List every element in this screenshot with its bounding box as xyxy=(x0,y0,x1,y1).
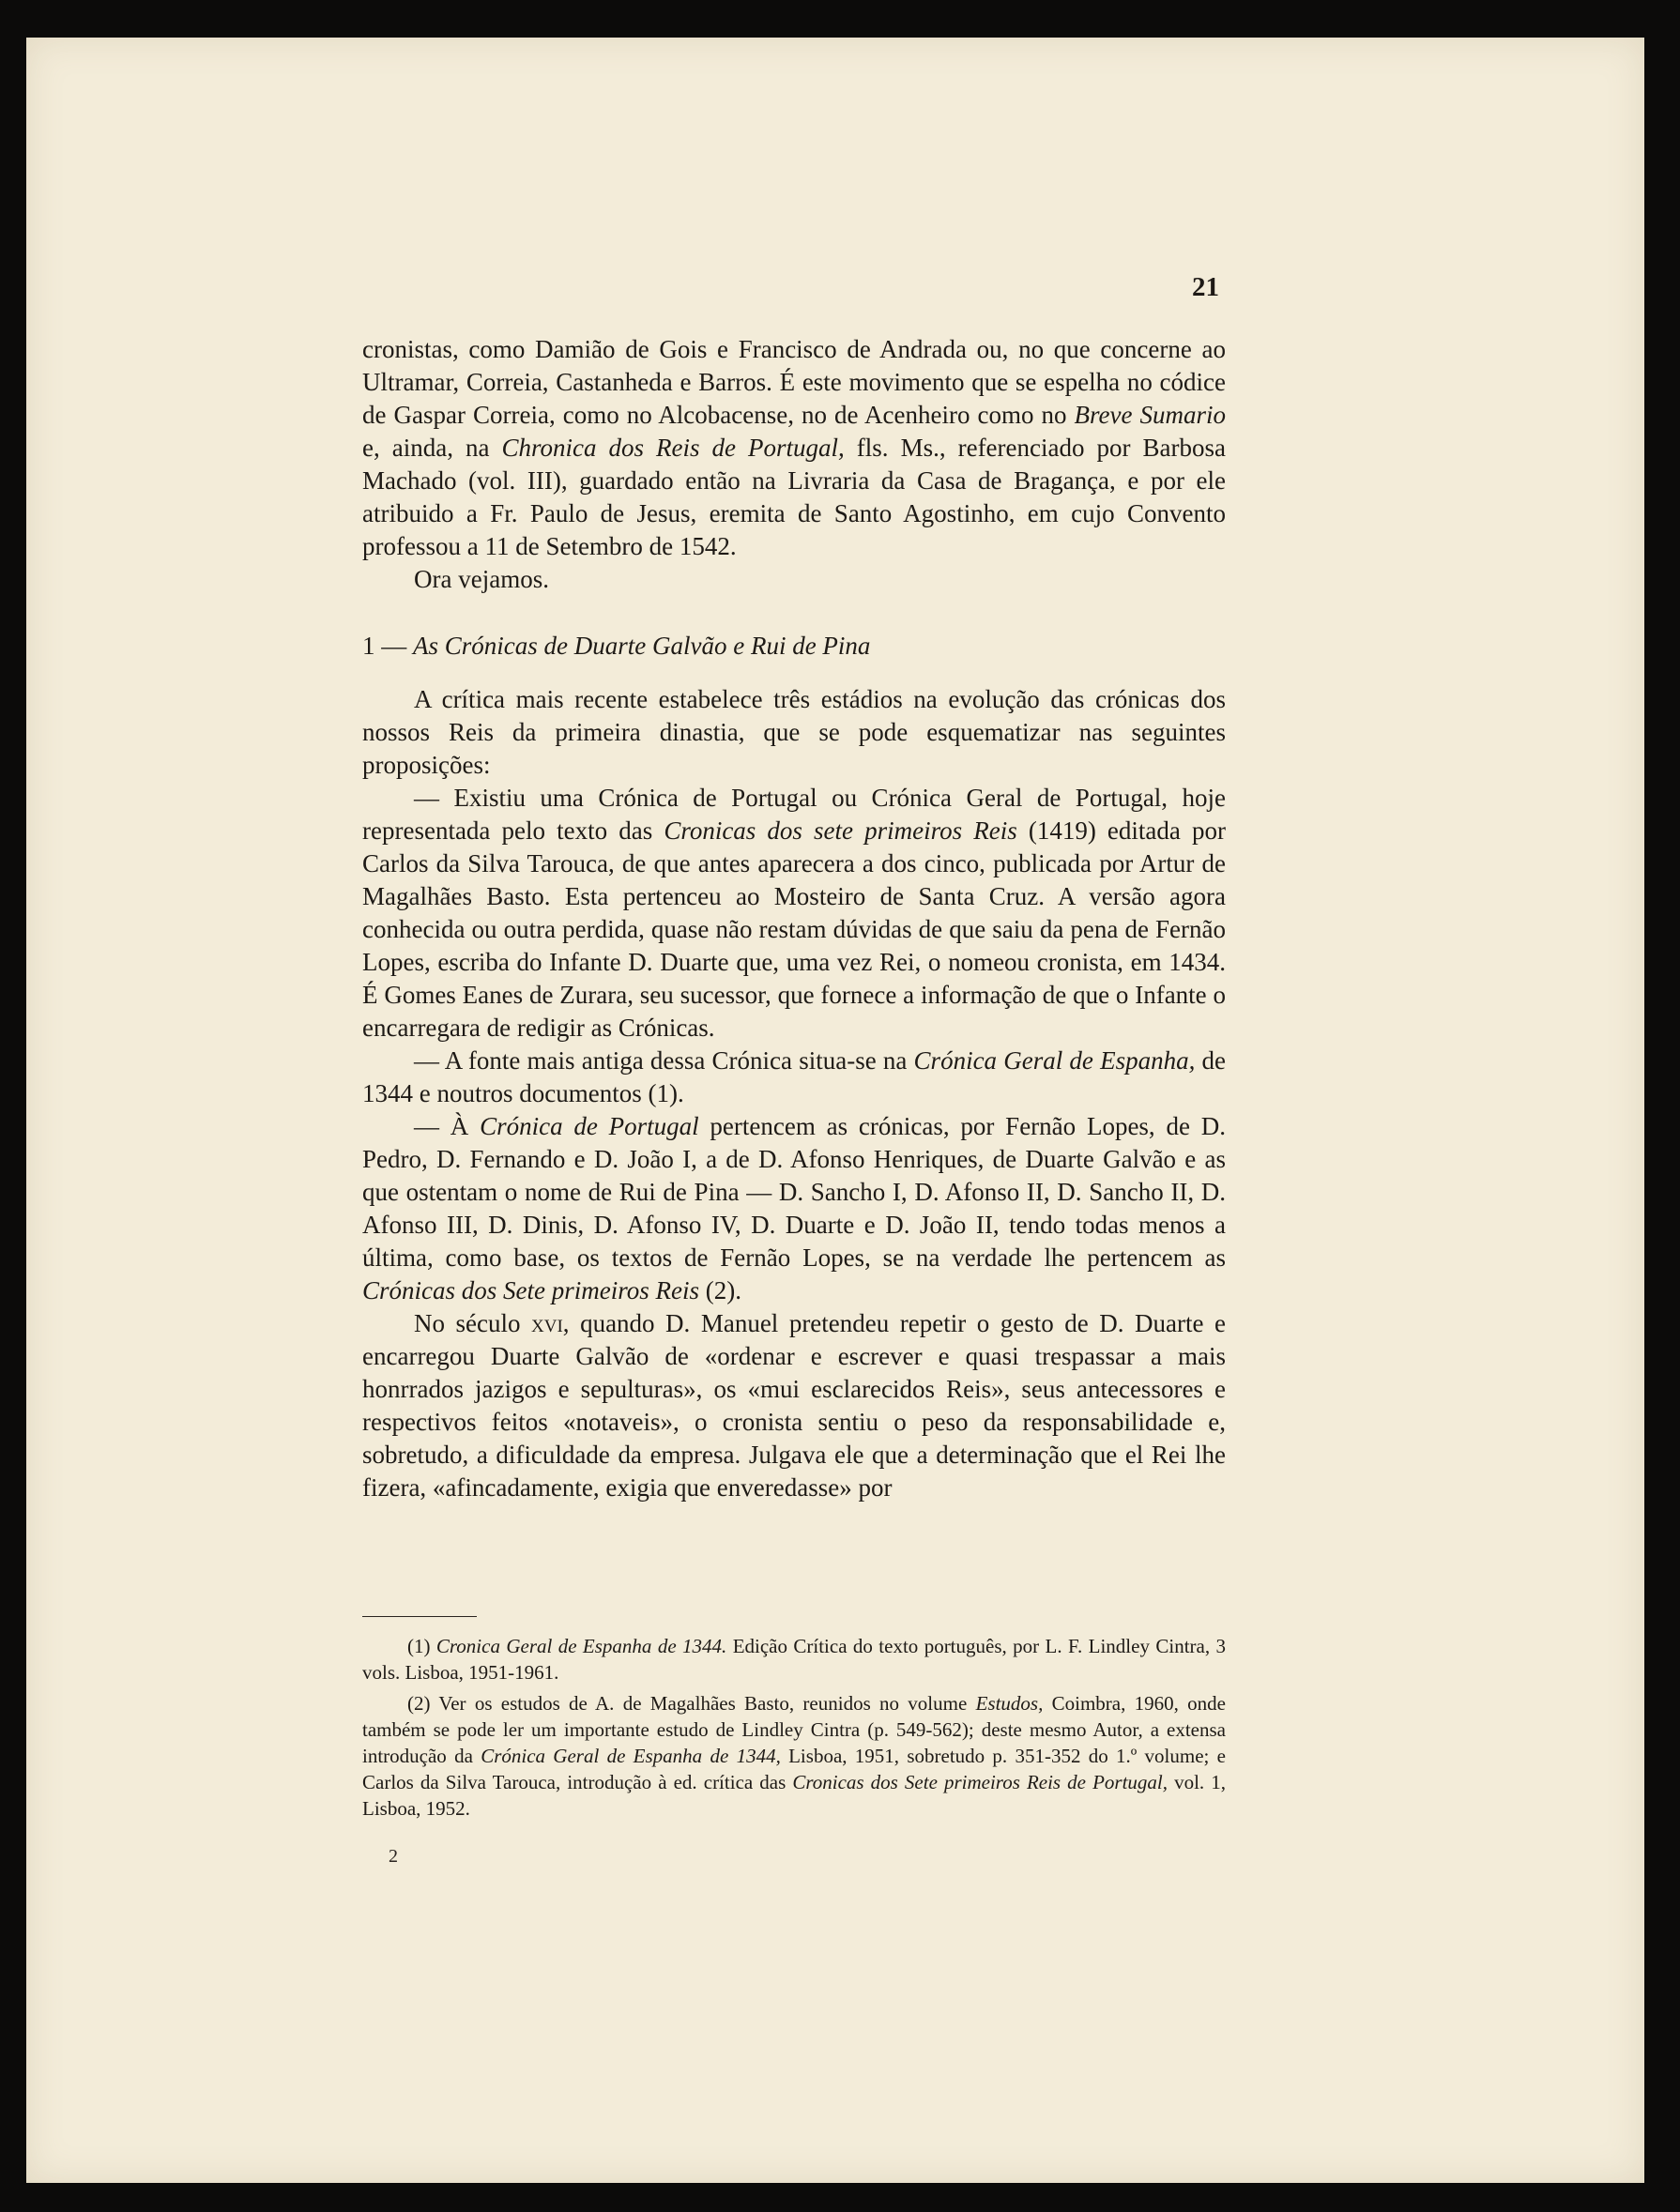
text-run: — Existiu uma Crónica de Portugal ou Crónica Geral de Portugal, hoje representada pelo texto das xyxy=(362,784,1226,845)
section-heading xyxy=(362,630,1226,663)
text-run: Coimbra, 1960, onde também se pode ler um importante estudo de Lindley Cintra (p. 549-562); deste mesmo Autor, a extensa introdução da xyxy=(362,1692,1227,1767)
italic-title: Estudos, xyxy=(975,1692,1044,1715)
footnotes xyxy=(362,1633,1226,1826)
page-number: 21 xyxy=(1192,272,1219,302)
italic-title: Crónica de Portugal xyxy=(480,1112,699,1140)
text-run: (2) Ver os estudos de A. de Magalhães Basto, reunidos no volume xyxy=(407,1692,976,1715)
paragraph-1 xyxy=(362,333,1226,563)
paragraph-7 xyxy=(362,1307,1226,1504)
paragraph-2: Ora vejamos. xyxy=(414,565,549,593)
section-title: As Crónicas de Duarte Galvão e Rui de Pina xyxy=(413,632,871,660)
text-run: Lisboa, 1951, sobretudo p. 351-352 do 1.º volume; e Carlos da Silva Tarouca, introdução à ed. crítica das xyxy=(362,1745,1226,1793)
text-run: — A fonte mais antiga dessa Crónica situa-se na xyxy=(414,1046,914,1075)
paragraph-4 xyxy=(362,782,1226,1045)
footnote-1 xyxy=(362,1633,1226,1686)
main-text xyxy=(362,333,1226,1504)
footnote-divider xyxy=(362,1616,477,1617)
footnote-2 xyxy=(362,1690,1226,1822)
italic-title: Breve Sumario xyxy=(1074,401,1226,429)
italic-title: Chronica dos Reis de Portugal, xyxy=(501,434,845,462)
italic-title: Cronicas dos sete primeiros Reis xyxy=(664,816,1017,845)
paragraph-3: A crítica mais recente estabelece três estádios na evolução das crónicas dos nossos Reis da primeira dinastia, que se pode esquematizar nas seguintes proposições: xyxy=(362,685,1226,779)
text-run: (2). xyxy=(698,1276,741,1304)
text-run: — À xyxy=(414,1112,481,1140)
text-run: Edição Crítica do texto português, por L. F. Lindley Cintra, 3 vols. Lisboa, 1951-1961. xyxy=(362,1635,1226,1684)
italic-title: Cronicas dos Sete primeiros Reis de Portugal, xyxy=(792,1771,1168,1793)
text-run: vol. 1, Lisboa, 1952. xyxy=(362,1771,1226,1820)
section-number: 1 — xyxy=(362,632,413,660)
paragraph-6 xyxy=(362,1110,1226,1307)
century-numeral: xvi xyxy=(531,1309,563,1337)
text-run: pertencem as crónicas, por Fernão Lopes, de D. Pedro, D. Fernando e D. João I, a de D. Afonso Henriques, de Duarte Galvão e as que ostentam o nome de Rui de Pina — D. Sancho I, D. Afonso II, D. Sancho II, D. Afonso III, D. Dinis, D. Afonso IV, D. Duarte e D. João II, tendo todas menos a última, como base, os textos de Fernão Lopes, se na verdade lhe pertencem as xyxy=(362,1112,1226,1272)
printer-signature-mark: 2 xyxy=(389,1846,398,1867)
italic-title: Crónica Geral de Espanha de 1344, xyxy=(481,1745,781,1767)
italic-title: Cronica Geral de Espanha de 1344. xyxy=(435,1635,727,1657)
text-run: , quando D. Manuel pretendeu repetir o gesto de D. Duarte e encarregou Duarte Galvão de «ordenar e escrever e quasi trespassar a mais honrrados jazigos e sepulturas», os «mui esclarecidos Reis», seus antecessores e respectivos feitos «notaveis», o cronista sentiu o peso da responsabilidade e, sobretudo, a dificuldade da empresa. Julgava ele que a determinação que el Rei lhe fizera, «afincadamente, exigia que enveredasse» por xyxy=(362,1309,1226,1502)
text-run: de 1344 e noutros documentos (1). xyxy=(362,1046,1227,1107)
text-run: e, ainda, na xyxy=(362,434,502,462)
text-run: cronistas, como Damião de Gois e Francisco de Andrada ou, no que concerne ao Ultramar, Correia, Castanheda e Barros. É este movimento que se espelha no códice de Gaspar Correia, como no Alcobacense, no de Acenheiro como no xyxy=(362,335,1226,429)
text-run: fls. Ms., referenciado por Barbosa Machado (vol. III), guardado então na Livraria da Casa de Bragança, e por ele atribuido a Fr. Paulo de Jesus, eremita de Santo Agostinho, em cujo Convento professou a 11 de Setembro de 1542. xyxy=(362,434,1226,560)
italic-title: Crónica Geral de Espanha, xyxy=(913,1046,1196,1075)
text-run: No século xyxy=(414,1309,532,1337)
paragraph-5 xyxy=(362,1045,1226,1110)
text-run: (1419) editada por Carlos da Silva Tarouca, de que antes aparecera a dos cinco, publicada por Artur de Magalhães Basto. Esta pertenceu ao Mosteiro de Santa Cruz. A versão agora conhecida ou outra perdida, quase não restam dúvidas de que saiu da pena de Fernão Lopes, escriba do Infante D. Duarte que, uma vez Rei, o nomeou cronista, em 1434. É Gomes Eanes de Zurara, seu sucessor, que fornece a informação de que o Infante o encarregara de redigir as Crónicas. xyxy=(362,816,1226,1042)
italic-title: Crónicas dos Sete primeiros Reis xyxy=(362,1276,699,1304)
text-run: (1) xyxy=(407,1635,436,1657)
